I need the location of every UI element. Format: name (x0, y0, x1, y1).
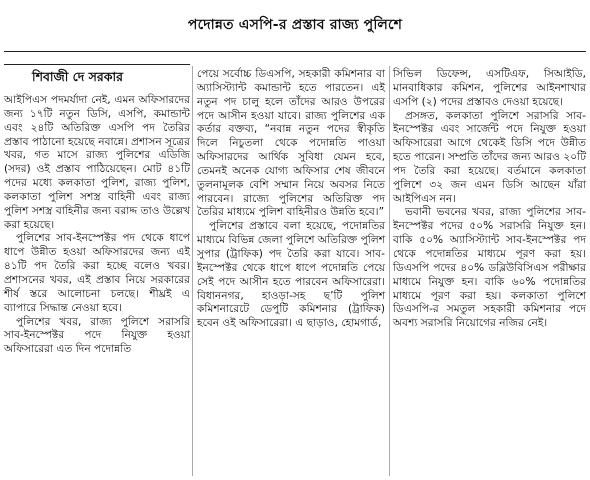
paragraph: পুলিশের প্রস্তাবে বলা হয়েছে, পদোন্নতির মাধ্যমে বিভিন্ন জেলা পুলিশে অতিরিক্ত পুলিশ সুপার (ট্রাফিক) পদ তৈরি করা যাবে। সাব-ইনস্পেক্টর থেকে ধাপে ধাপে পদোন্নতি পেয়ে সেই পদে আসীন হতে পারবেন অফিসারেরা। বিধাননগর, হাওড়া-সহ ছ’টি পুলিশ কমিশনারেটে ডেপুটি কমিশনার (ট্রাফিক) হবেন ওই অফিসারেরা। এ ছাড়াও, হোমগার্ড, (197, 220, 385, 330)
article-column-3 (393, 68, 586, 331)
byline-top-rule (4, 64, 190, 65)
article-column-2 (197, 68, 385, 331)
headline: পদোন্নত এসপি-র প্রস্তাব রাজ্য পুলিশে (187, 17, 403, 33)
byline: শিবাজী দে সরকার (32, 69, 124, 84)
paragraph: প্রসঙ্গত, কলকাতা পুলিশে সরাসরি সাব-ইনস্পেক্টর এবং সার্জেন্ট পদে নিযুক্ত হওয়া অফিসারেরা আগে থেকেই ডিসি পদে উন্নীত হতে পারেন। সম্প্রতি তাঁদের জন্য আরও ২০টি পদ তৈরি করা হয়েছে। বর্তমানে কলকাতা পুলিশে ৩২ জন এমন ডিসি আছেন যাঁরা আইপিএস নন। (393, 109, 586, 205)
paragraph: পুলিশের খবর, রাজ্য পুলিশে সরাসরি সাব-ইনস্পেক্টর পদে নিযুক্ত হওয়া অফিসারেরা এত দিন পদোন্নতি (4, 315, 190, 356)
paragraph: পুলিশের সাব-ইনস্পেক্টর পদ থেকে ধাপে ধাপে উন্নীত হওয়া অফিসারদের জন্য এই ৪১টি পদ তৈরি করা হচ্ছে বলেও খবর। প্রশাসনের খবর, এই প্রস্তাব নিয়ে সরকারের শীর্ষ স্তরে আলোচনা চলছে। শীঘ্রই এ ব্যাপারে সিদ্ধান্ত নেওয়া হবে। (4, 232, 190, 314)
article-column-1 (4, 94, 190, 357)
byline-block (4, 64, 190, 86)
paragraph: সিভিল ডিফেন্স, এসটিএফ, সিআইডি, মানবাধিকার কমিশন, পুলিশের আইনশাখার এসপি (২) পদের প্রস্তাবও দেওয়া হয়েছে। (393, 68, 586, 108)
paragraph: আইপিএস পদমর্যাদা নেই, এমন অফিসারদের জন্য ১৭টি নতুন ডিসি, এসপি, কমান্ডান্ট এবং ২৪টি অতিরিক্ত এসপি পদ তৈরির প্রস্তাব পাঠানো হয়েছে নবান্নে। প্রশাসন সূত্রের খবর, গত মাসে রাজ্য পুলিশের এডিজি (সদর) ওই প্রস্তাব পাঠিয়েছেন। মোট ৪১টি পদের মধ্যে কলকাতা পুলিশ, রাজ্য পুলিশ, কলকাতা পুলিশ সশস্ত্র বাহিনী এবং রাজ্য পুলিশ সশস্ত্র বাহিনীর জন্য বরাদ্দ তাও উল্লেখ করা হয়েছে। (4, 94, 190, 231)
headline-rule (4, 51, 586, 52)
paragraph: ভবানী ভবনের খবর, রাজ্য পুলিশের সাব-ইনস্পেক্টর পদের ৫০% সরাসরি নিযুক্ত হন। বাকি ৫০% অ্যাসিস্ট্যান্ট সাব-ইনস্পেক্টর পদ থেকে পদোন্নতির মাধ্যমে পূরণ করা হয়। ডিএসপি পদের ৪০% ডব্লিউবিসিএস পরীক্ষার মাধ্যমে নিযুক্ত হন। বাকি ৬০% পদোন্নতির মাধ্যমে পূরণ করা হয়। কলকাতা পুলিশে ডিএসপি-র সমতুল সহকারী কমিশনার পদে অবশ্য সরাসরি নিয়োগের নজির নেই। (393, 206, 586, 330)
paragraph: পেয়ে সর্বোচ্চ ডিএসপি, সহকারী কমিশনার বা অ্যাসিস্ট্যান্ট কমান্ডান্ট হতে পারতেন। এই নতুন পদ চালু হলে তাঁদের আরও উপরের পদে আসীন হওয়া যাবে। রাজ্য পুলিশের এক কর্তার বক্তব্য, “নবান্ন নতুন পদের স্বীকৃতি দিলে নিচুতলা থেকে পদোন্নতি পাওয়া অফিসারদের আর্থিক সুবিধা যেমন হবে, তেমনই অনেক যোগ্য অফিসার শেষ জীবনে তুলনামূলক বেশি সম্মান নিয়ে অবসর নিতে পারবেন। রাজ্যে পুলিশের অতিরিক্ত পদ তৈরির মাধ্যমে পুলিশ বাহিনীরও উন্নতি হবে।” (197, 68, 385, 219)
column-divider-1 (192, 66, 193, 476)
column-divider-2 (389, 66, 390, 476)
